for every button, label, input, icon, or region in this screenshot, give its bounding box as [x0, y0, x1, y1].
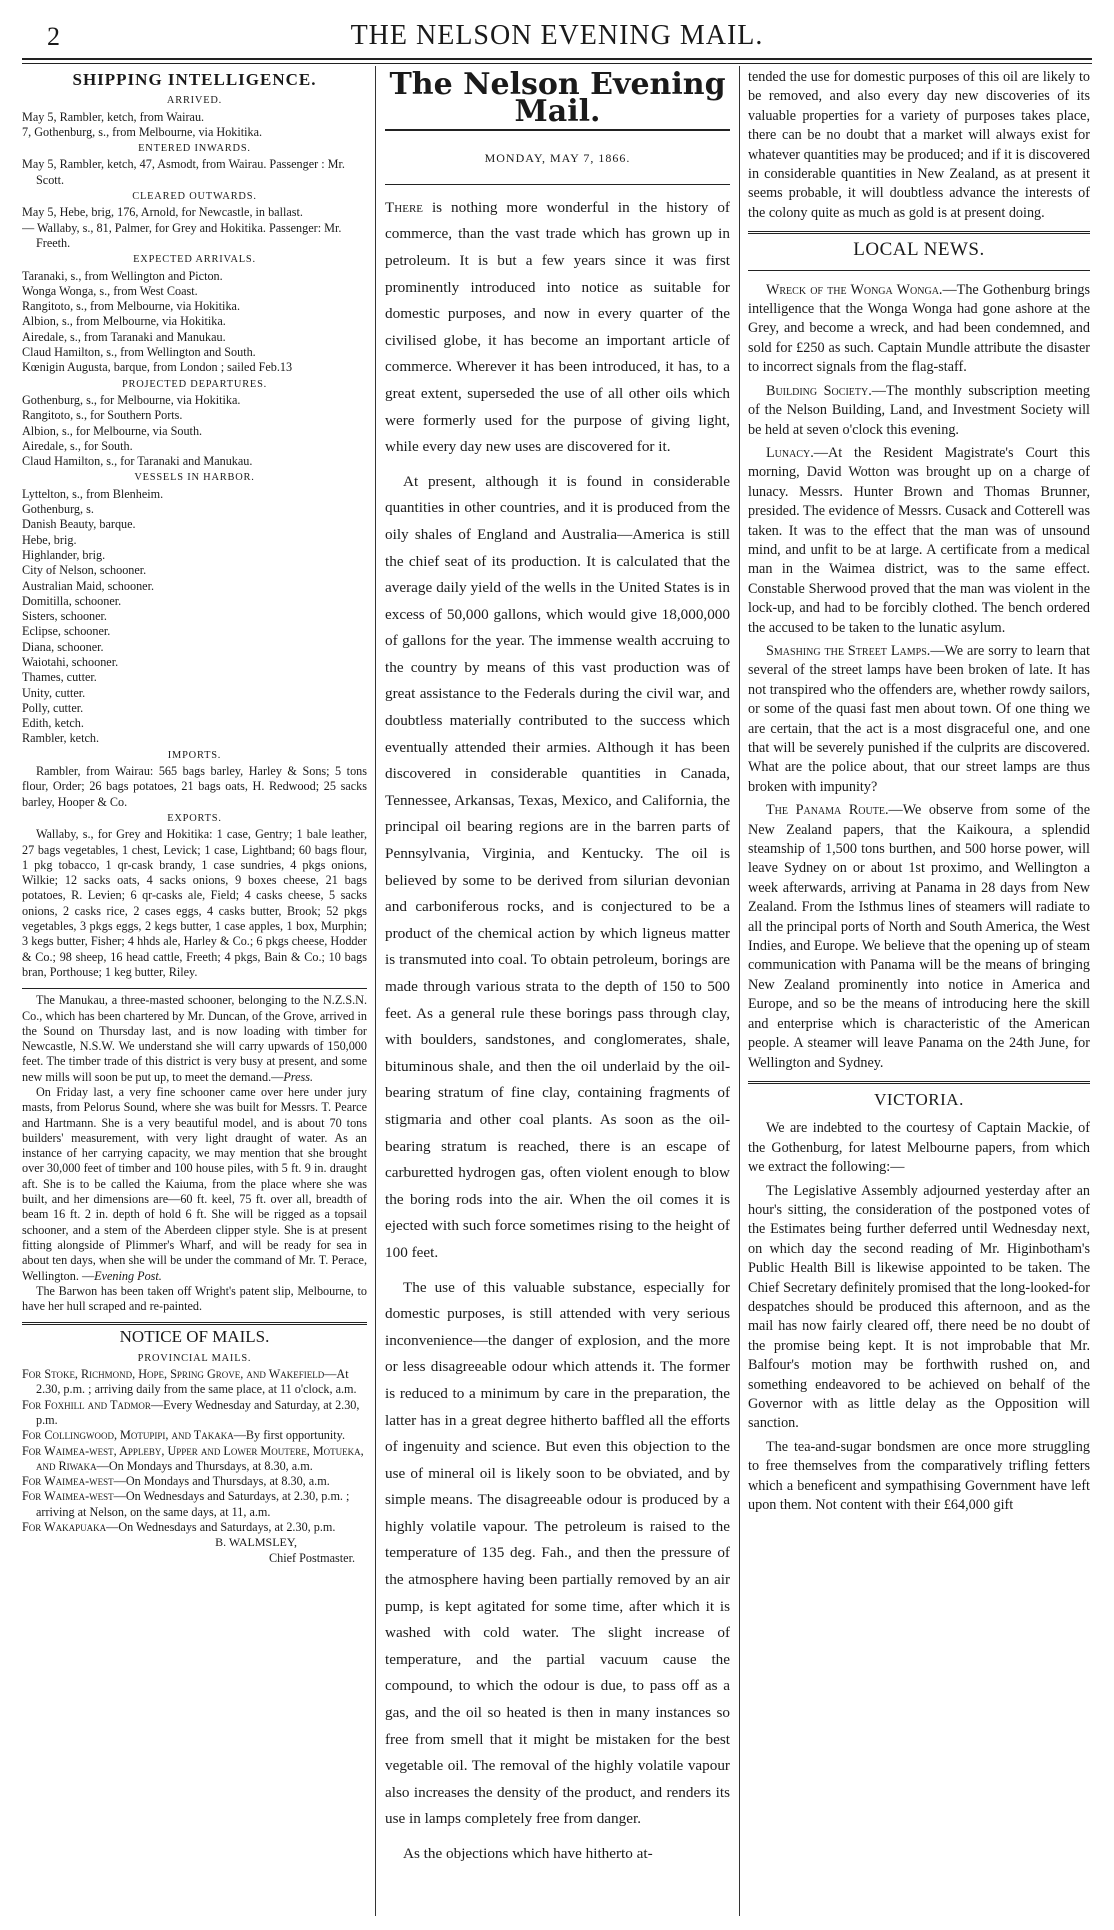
exports-text: Wallaby, s., for Grey and Hokitika: 1 case, Gentry; 1 bale leather, 27 bags vegetables, 1 chest, Levick; 1 case, Lightband; 60 bags flour, 1 pkg tobacco, 1 qr-cask brandy, 1 case sundries, 4 pkgs onions, Wilkie; 12 sacks oats, 4 sacks onions, 9 boxes cheese, 21 bags potatoes, R. Levien; 6 qr-casks ale, Field; 4 casks cheese, 5 sacks onions, 2 casks rice, 2 cases eggs, 4 casks butter, Brook; 52 pkgs vegetables, 3 pkgs eggs, 2 kegs butter, 1 case apples, 1 box, Murphin; 3 kegs butter, Fisher; 4 hhds ale, Harley & Co.; 6 pkgs cheese, Hodder & Co.; 98 sheep, 16 head cattle, Freeth; 4 pkgs, Bain & Co.; 10 bags bran, Porthouse; 1 keg butter, Riley.	[22, 827, 367, 979]
victoria-paragraph-1: We are indebted to the courtesy of Captain Mackie, of the Gothenburg, for latest Melbourne papers, from which we extract the following:—	[748, 1120, 1090, 1176]
shipping-entry: 7, Gothenburg, s., from Melbourne, via Hokitika.	[22, 124, 263, 139]
shipping-entry: Wonga Wonga, s., from West Coast.	[22, 283, 198, 298]
divider	[22, 988, 367, 989]
column-divider	[739, 66, 740, 1916]
shipping-entry: Unity, cutter.	[22, 685, 86, 700]
section-title-local-news: LOCAL NEWS.	[853, 239, 985, 261]
list-cleared	[22, 205, 367, 251]
shipping-entry: Gothenburg, s., for Melbourne, via Hokitika.	[22, 392, 241, 407]
shipping-entry: Danish Beauty, barque.	[22, 517, 136, 532]
shipping-entry: Highlander, brig.	[22, 547, 106, 562]
local-news-item: Building Society.—The monthly subscription meeting of the Nelson Building, Land, and Investment Society will be held at seven o'clock this evening.	[748, 382, 1090, 438]
newspaper-name: THE NELSON EVENING MAIL.	[350, 20, 764, 51]
shipping-entry: Rangitoto, s., for Southern Ports.	[22, 408, 183, 423]
local-news-list	[748, 281, 1090, 1073]
subhead-projected-departures: PROJECTED DEPARTURES.	[121, 378, 268, 390]
shipping-entry: Australian Maid, schooner.	[22, 578, 155, 593]
list-entered	[22, 157, 367, 188]
shipping-entry: Diana, schooner.	[22, 639, 104, 654]
shipping-entry: Rangitoto, s., from Melbourne, via Hokitika.	[22, 299, 240, 314]
subhead-vessels: VESSELS IN HARBOR.	[134, 472, 255, 484]
divider-double	[748, 231, 1090, 234]
editorial-continuation: tended the use for domestic purposes of this oil are likely to be removed, and also every day new discoveries of its valuable properties for a variety of purposes takes place, there can be no doubt that a market will always exist for whatever quantities may be produced; and if it is discovered in considerable quantities in New Zealand, as at present it seems probable, it will doubtless advance the interests of the colony quite as much as gold is at present doing.	[748, 69, 1090, 221]
divider-double	[22, 1322, 367, 1325]
subhead-provincial-mails: PROVINCIAL MAILS.	[137, 1352, 252, 1364]
signature-name: B. WALMSLEY,	[215, 1535, 297, 1550]
paragraph-barwon: The Barwon has been taken off Wright's patent slip, Melbourne, to have her hull scraped and re-painted.	[22, 1283, 367, 1314]
mail-entry: For Waimea-west—On Wednesdays and Saturdays, at 2.30, p.m. ; arriving at Nelson, on the same days, at 11, a.m.	[22, 1489, 350, 1519]
shipping-entry: Rambler, ketch.	[22, 731, 100, 746]
subhead-arrived: ARRIVED.	[166, 95, 223, 107]
shipping-entry: May 5, Rambler, ketch, from Wairau.	[22, 109, 205, 124]
list-projected-departures	[22, 393, 367, 469]
column-divider	[375, 66, 376, 1916]
paragraph-manukau: The Manukau, a three-masted schooner, belonging to the N.Z.S.N. Co., which has been chartered by Mr. Duncan, of the Grove, arrived in the Sound on Thursday last, and is now loading with timber for Newcastle, N.S.W. We understand she will carry upwards of 150,000 feet. The timber trade of this district is very busy at present, and some new mills will soon be put up, to meet the demand.—Press.	[22, 993, 367, 1084]
mail-entry: For Collingwood, Motupipi, and Takaka—By first opportunity.	[22, 1428, 345, 1443]
editorial-date: MONDAY, MAY 7, 1866.	[484, 151, 631, 166]
shipping-entry: May 5, Hebe, brig, 176, Arnold, for Newcastle, in ballast.	[22, 205, 303, 220]
shipping-entry: Kœnigin Augusta, barque, from London ; sailed Feb.13	[22, 360, 293, 375]
victoria-paragraph-2: The Legislative Assembly adjourned yesterday after an hour's sitting, the consideration of the postponed votes of the Estimates being further deferred until Wednesday next, on which day the second reading of Mr. Higinbotham's Public Health Bill is likewise appointed to be taken. The Chief Secretary definitely promised that the long-looked-for despatches should be produced this afternoon, and as the mail has now fairly cleared off, there need be no doubt of the promise being kept. It is not improbable that Mr. Balfour's motion may be forthwith rushed on, and something endeavored to be achieved on behalf of the Governor with as little delay as the Opposition will sanction.	[748, 1182, 1090, 1432]
masthead	[0, 0, 1114, 62]
list-expected-arrivals	[22, 269, 367, 376]
local-news-item: Smashing the Street Lamps.—We are sorry to learn that several of the street lamps have been broken of late. It has not transpired who the offenders are, whether rowdy sailors, or some of the quasi fast men about town. Of one thing we are certain, that the act is a most disgraceful one, and one that will be severely punished if the culprits are discovered. What are the police about, that our street lamps are thus broken with impunity?	[748, 642, 1090, 795]
column-local-news	[748, 68, 1090, 1918]
shipping-entry: Claud Hamilton, s., for Taranaki and Manukau.	[22, 454, 253, 469]
list-vessels	[22, 487, 367, 747]
shipping-entry: Taranaki, s., from Wellington and Picton.	[22, 268, 223, 283]
shipping-entry: Waiotahi, schooner.	[22, 654, 119, 669]
shipping-entry: Domitilla, schooner.	[22, 593, 122, 608]
page-number: 2	[47, 22, 60, 51]
list-arrived	[22, 110, 367, 141]
mail-entry: For Foxhill and Tadmor—Every Wednesday and Saturday, at 2.30, p.m.	[22, 1397, 360, 1427]
local-news-item: Lunacy.—At the Resident Magistrate's Court this morning, David Wotton was brought up on a charge of lunacy. Messrs. Hunter Brown and Thomas Brunner, presided. The evidence of Messrs. Cusack and Cotterell was taken. It was to the effect that the man was of unsound mind, and unfit to be at large. A certificate from a medical man in the Waimea district, was to the same effect. Constable Sherwood proved that the man was violent in the lock-up, and had to be forcibly clothed. The bench ordered the accused to be taken to the lunatic asylum.	[748, 444, 1090, 636]
mail-entry: For Stoke, Richmond, Hope, Spring Grove, and Wakefield—At 2.30, p.m. ; arriving daily from the same place, at 11 o'clock, a.m.	[22, 1367, 357, 1397]
subhead-expected-arrivals: EXPECTED ARRIVALS.	[133, 254, 256, 266]
divider	[748, 270, 1090, 271]
divider-double	[748, 1081, 1090, 1084]
local-news-item: The Panama Route.—We observe from some of the New Zealand papers, that the Kaikoura, a splendid steamship of 1,500 tons burthen, and 500 horse power, will leave Sydney on or about 1st proximo, and Wellington a week afterwards, arriving at Panama in 28 days from New Zealand. From the Isthmus lines of steamers will radiate to all the principal ports of North and South America, the West Indies, and Europe. We believe that the opening up of steam communication with Panama will be the means of bringing New Zealand prominently into notice in America and Europe, and so be the means of introducing here the skill and enterprise which is characteristic of the American people. A steamer will leave Panama on the 24th June, for Wellington and Sydney.	[748, 802, 1090, 1071]
shipping-entry: Thames, cutter.	[22, 670, 97, 685]
shipping-entry: Airedale, s., from Taranaki and Manukau.	[22, 329, 226, 344]
editorial-paragraph-3: The use of this valuable substance, especially for domestic purposes, is still attended with very serious inconvenience—the danger of explosion, and the more or less disagreeable odour which attends it. The former is reduced to a minimum by care in the preparation, the latter has in a great degree hitherto baffled all the efforts of ingenuity and science. But even this objection to the use of mineral oil is likely soon to be obviated, and by simple means. The disagreeable odour is produced by a highly volatile vapour. The petroleum is raised to the temperature of 135 deg. Fah., and then the pressure of the atmosphere having been partially removed by an air pump, is kept agitated for some time, after which it is washed with cold water. The slight increase of temperature, and the partial vacuum cause the compound, to which the odour is due, to pass off as a gas, and the oil so heated is then in many instances so free from smell that it might be mistaken for the best vegetable oil. The removal of the highly volatile vapour also increases the density of the product, and renders its use in lamps completely free from danger.	[385, 1278, 730, 1828]
mail-entry: For Wakapuaka—On Wednesdays and Saturdays, at 2.30, p.m.	[22, 1520, 336, 1535]
subhead-entered: ENTERED INWARDS.	[138, 143, 251, 155]
signature-title: Chief Postmaster.	[269, 1550, 355, 1565]
imports-text: Rambler, from Wairau: 565 bags barley, Harley & Sons; 5 tons flour, Order; 26 bags potatoes, 21 bags oats, H. Redwood; 25 sacks barley, Hooper & Co.	[22, 764, 367, 809]
divider	[385, 184, 730, 185]
mails-list	[22, 1367, 367, 1535]
column-shipping	[22, 68, 367, 1918]
victoria-paragraph-3: The tea-and-sugar bondsmen are once more struggling to free themselves from the comparatively trifling fetters which a beneficent and sympathising Government have left upon them. Not content with their £64,000 gift	[748, 1438, 1090, 1514]
shipping-entry: Albion, s., from Melbourne, via Hokitika.	[22, 314, 226, 329]
mail-entry: For Waimea-west—On Mondays and Thursdays, at 8.30, a.m.	[22, 1474, 330, 1489]
section-title-mails: NOTICE OF MAILS.	[119, 1327, 270, 1347]
subhead-imports: IMPORTS.	[167, 749, 222, 761]
local-news-item: Wreck of the Wonga Wonga.—The Gothenburg brings intelligence that the Wonga Wonga had gone ashore at the Grey, and become a wreck, and had been condemned, and sold for £250 as such. Captain Mundle attribute the disaster to incorrect signals from the flag-staff.	[748, 281, 1090, 376]
shipping-entry: May 5, Rambler, ketch, 47, Asmodt, from Wairau. Passenger : Mr. Scott.	[22, 157, 345, 187]
masthead-rule-thin	[22, 63, 1092, 64]
editorial-paragraph-2: At present, although it is found in considerable quantities in other countries, and it is produced from the oily shales of England and Australia—America is still the chief seat of its production. It is calculated that the average daily yield of the wells in the United States is in excess of 50,000 gallons, which would give 18,000,000 of gallons for the year. The immense wealth accruing to the country by means of this vast production was of great assistance to the Federals during the civil war, and doubtless materially contributed to the success which eventually attended their armies. Although it has been discovered in considerable quantities in Canada, Tennessee, Arkansas, Texas, Mexico, and California, the principal oil bearing regions are in the barren parts of Pennsylvania, Virginia, and Kentucky. The oil is believed by some to be derived from silurian devonian and carboniferous rocks, and is conjectured to be a product of the chemical action by which ligneus matter is transmuted into coal. To obtain petroleum, borings are made through various strata to the depth of 150 to 500 feet. As a general rule these borings pass through clay, with boulders, sandstones, and conglomerates, shale, bituminous shale, and then the oil underlaid by the oil-bearing stratum of fine clay, containing fragments of stigmaria and other coal plants. As soon as the oil-bearing stratum is reached, there is an escape of carburetted hydrogen gas, often violent enough to blow the boring rods into the air. When the oil comes it is ejected with such force sometimes rising to the height of 100 feet.	[385, 472, 730, 1261]
mail-entry: For Waimea-west, Appleby, Upper and Lower Moutere, Motueka, and Riwaka—On Mondays and Thursdays, at 8.30, a.m.	[22, 1443, 364, 1473]
paragraph-schooner: On Friday last, a very fine schooner came over here under jury masts, from Pelorus Sound, where she was built for Messrs. T. Pearce and Hartmann. She is a very beautiful model, and is about 70 tons builders' measurement, with very light draught of water. As an instance of her carrying capacity, we may mention that she brought over 30,000 feet of timber and 100 house piles, with 5 ft. 9 in. draught aft. She is to be called the Kaiuma, from the place where she was built, and her dimensions are—60 ft. keel, 75 ft. over all, breadth of beam 16 ft. 2 in. depth of hold 6 ft. She will be rigged as a topsail schooner, and a stem of the Aberdeen clipper style. She is at present fitting alongside of Plimmer's Wharf, and will be ready for sea in about ten days, when she will be under the command of Mr. T. Perace, Wellington. —Evening Post.	[22, 1085, 367, 1283]
column-editorial	[385, 68, 730, 1918]
shipping-entry: Edith, ketch.	[22, 716, 84, 731]
editorial-masthead: The Nelson Evening Mail.	[389, 68, 726, 129]
shipping-entry: Lyttelton, s., from Blenheim.	[22, 486, 164, 501]
section-title-shipping: SHIPPING INTELLIGENCE.	[72, 70, 317, 89]
shipping-entry: Polly, cutter.	[22, 700, 84, 715]
shipping-entry: — Wallaby, s., 81, Palmer, for Grey and Hokitika. Passenger: Mr. Freeth.	[22, 220, 342, 250]
subhead-cleared: CLEARED OUTWARDS.	[132, 191, 257, 203]
shipping-entry: Claud Hamilton, s., from Wellington and South.	[22, 345, 256, 360]
shipping-entry: Eclipse, schooner.	[22, 624, 111, 639]
section-title-victoria: VICTORIA.	[874, 1089, 964, 1109]
shipping-entry: Albion, s., for Melbourne, via South.	[22, 423, 203, 438]
shipping-entry: Airedale, s., for South.	[22, 438, 133, 453]
editorial-paragraph-1: There is nothing more wonderful in the history of commerce, than the vast trade which has grown up in petroleum. It is but a few years since it was first prominently introduced into notice as suitable for domestic purposes, and now in every quarter of the civilised globe, it has become an important article of commerce. Wherever it has been introduced, it has, to a great extent, superseded the use of all other oils which were formerly used for the purpose of giving light, while every day new uses are discovered for it.	[385, 198, 730, 456]
shipping-entry: Sisters, schooner.	[22, 609, 107, 624]
shipping-entry: Hebe, brig.	[22, 532, 77, 547]
masthead-rule	[22, 58, 1092, 60]
editorial-paragraph-4: As the objections which have hitherto at-	[403, 1845, 653, 1862]
shipping-entry: Gothenburg, s.	[22, 502, 94, 517]
shipping-entry: City of Nelson, schooner.	[22, 563, 147, 578]
subhead-exports: EXPORTS.	[167, 812, 222, 824]
divider	[385, 129, 730, 131]
